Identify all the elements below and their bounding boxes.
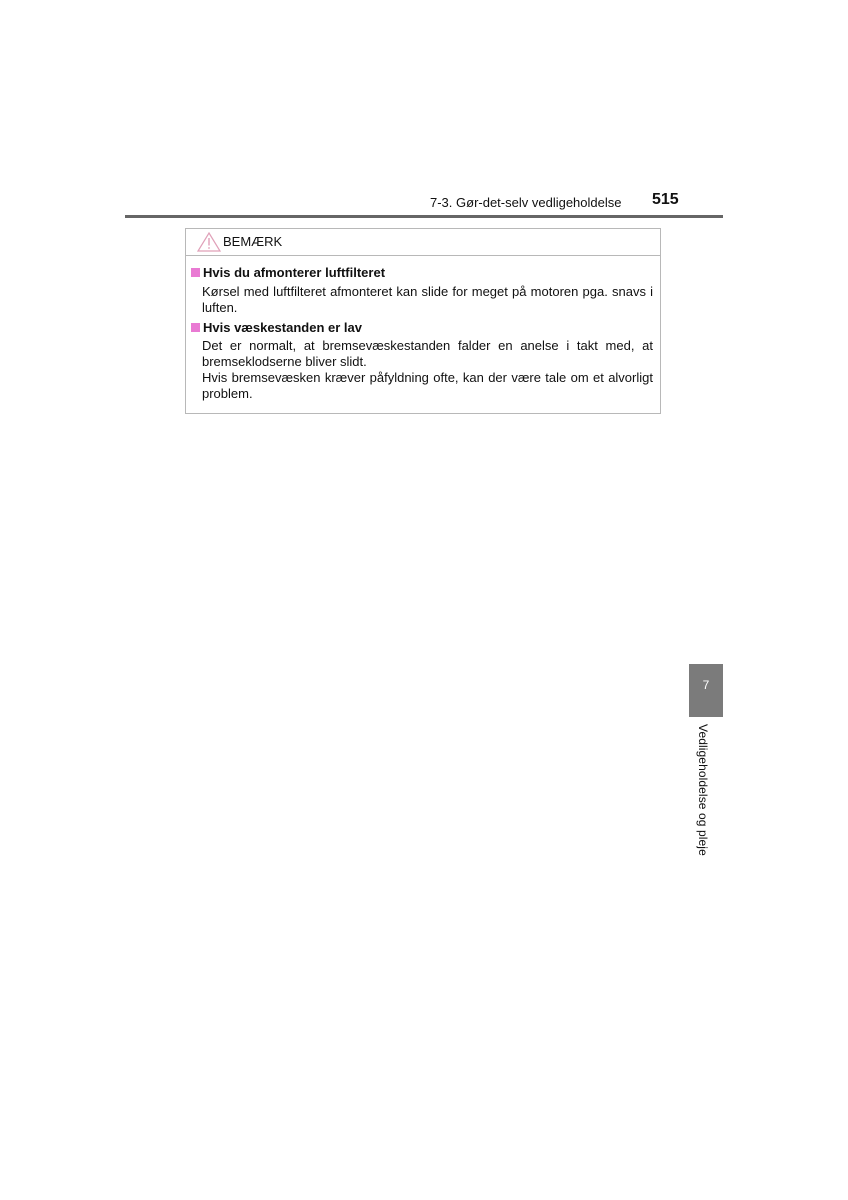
section-heading-text: Hvis væskestanden er lav xyxy=(203,320,362,335)
chapter-number: 7 xyxy=(702,678,710,692)
page-number: 515 xyxy=(652,191,679,208)
section-heading-2 xyxy=(191,320,362,335)
notice-title: BEMÆRK xyxy=(223,234,283,249)
section-paragraph: Hvis bremsevæsken kræver påfyldning ofte, kan der være tale om et alvorligt problem. xyxy=(202,370,653,401)
section-heading-text: Hvis du afmonterer luftfilteret xyxy=(203,265,386,280)
bullet-square-icon xyxy=(191,268,200,277)
bullet-square-icon xyxy=(191,323,200,332)
chapter-tab xyxy=(689,664,723,717)
section-heading-1 xyxy=(191,265,385,280)
chapter-label: Vedligeholdelse og pleje xyxy=(696,724,710,856)
header-rule xyxy=(125,215,723,218)
notice-header xyxy=(186,229,660,256)
page-header-section: 7-3. Gør-det-selv vedligeholdelse xyxy=(430,195,622,210)
section-paragraph: Kørsel med luftfilteret afmonteret kan slide for meget på motoren pga. snavs i luften. xyxy=(202,284,653,315)
section-paragraph: Det er normalt, at bremsevæskestanden falder en anelse i takt med, at bremseklodserne bliver slidt. xyxy=(202,338,653,369)
warning-icon xyxy=(197,232,221,252)
notice-box xyxy=(185,228,661,414)
